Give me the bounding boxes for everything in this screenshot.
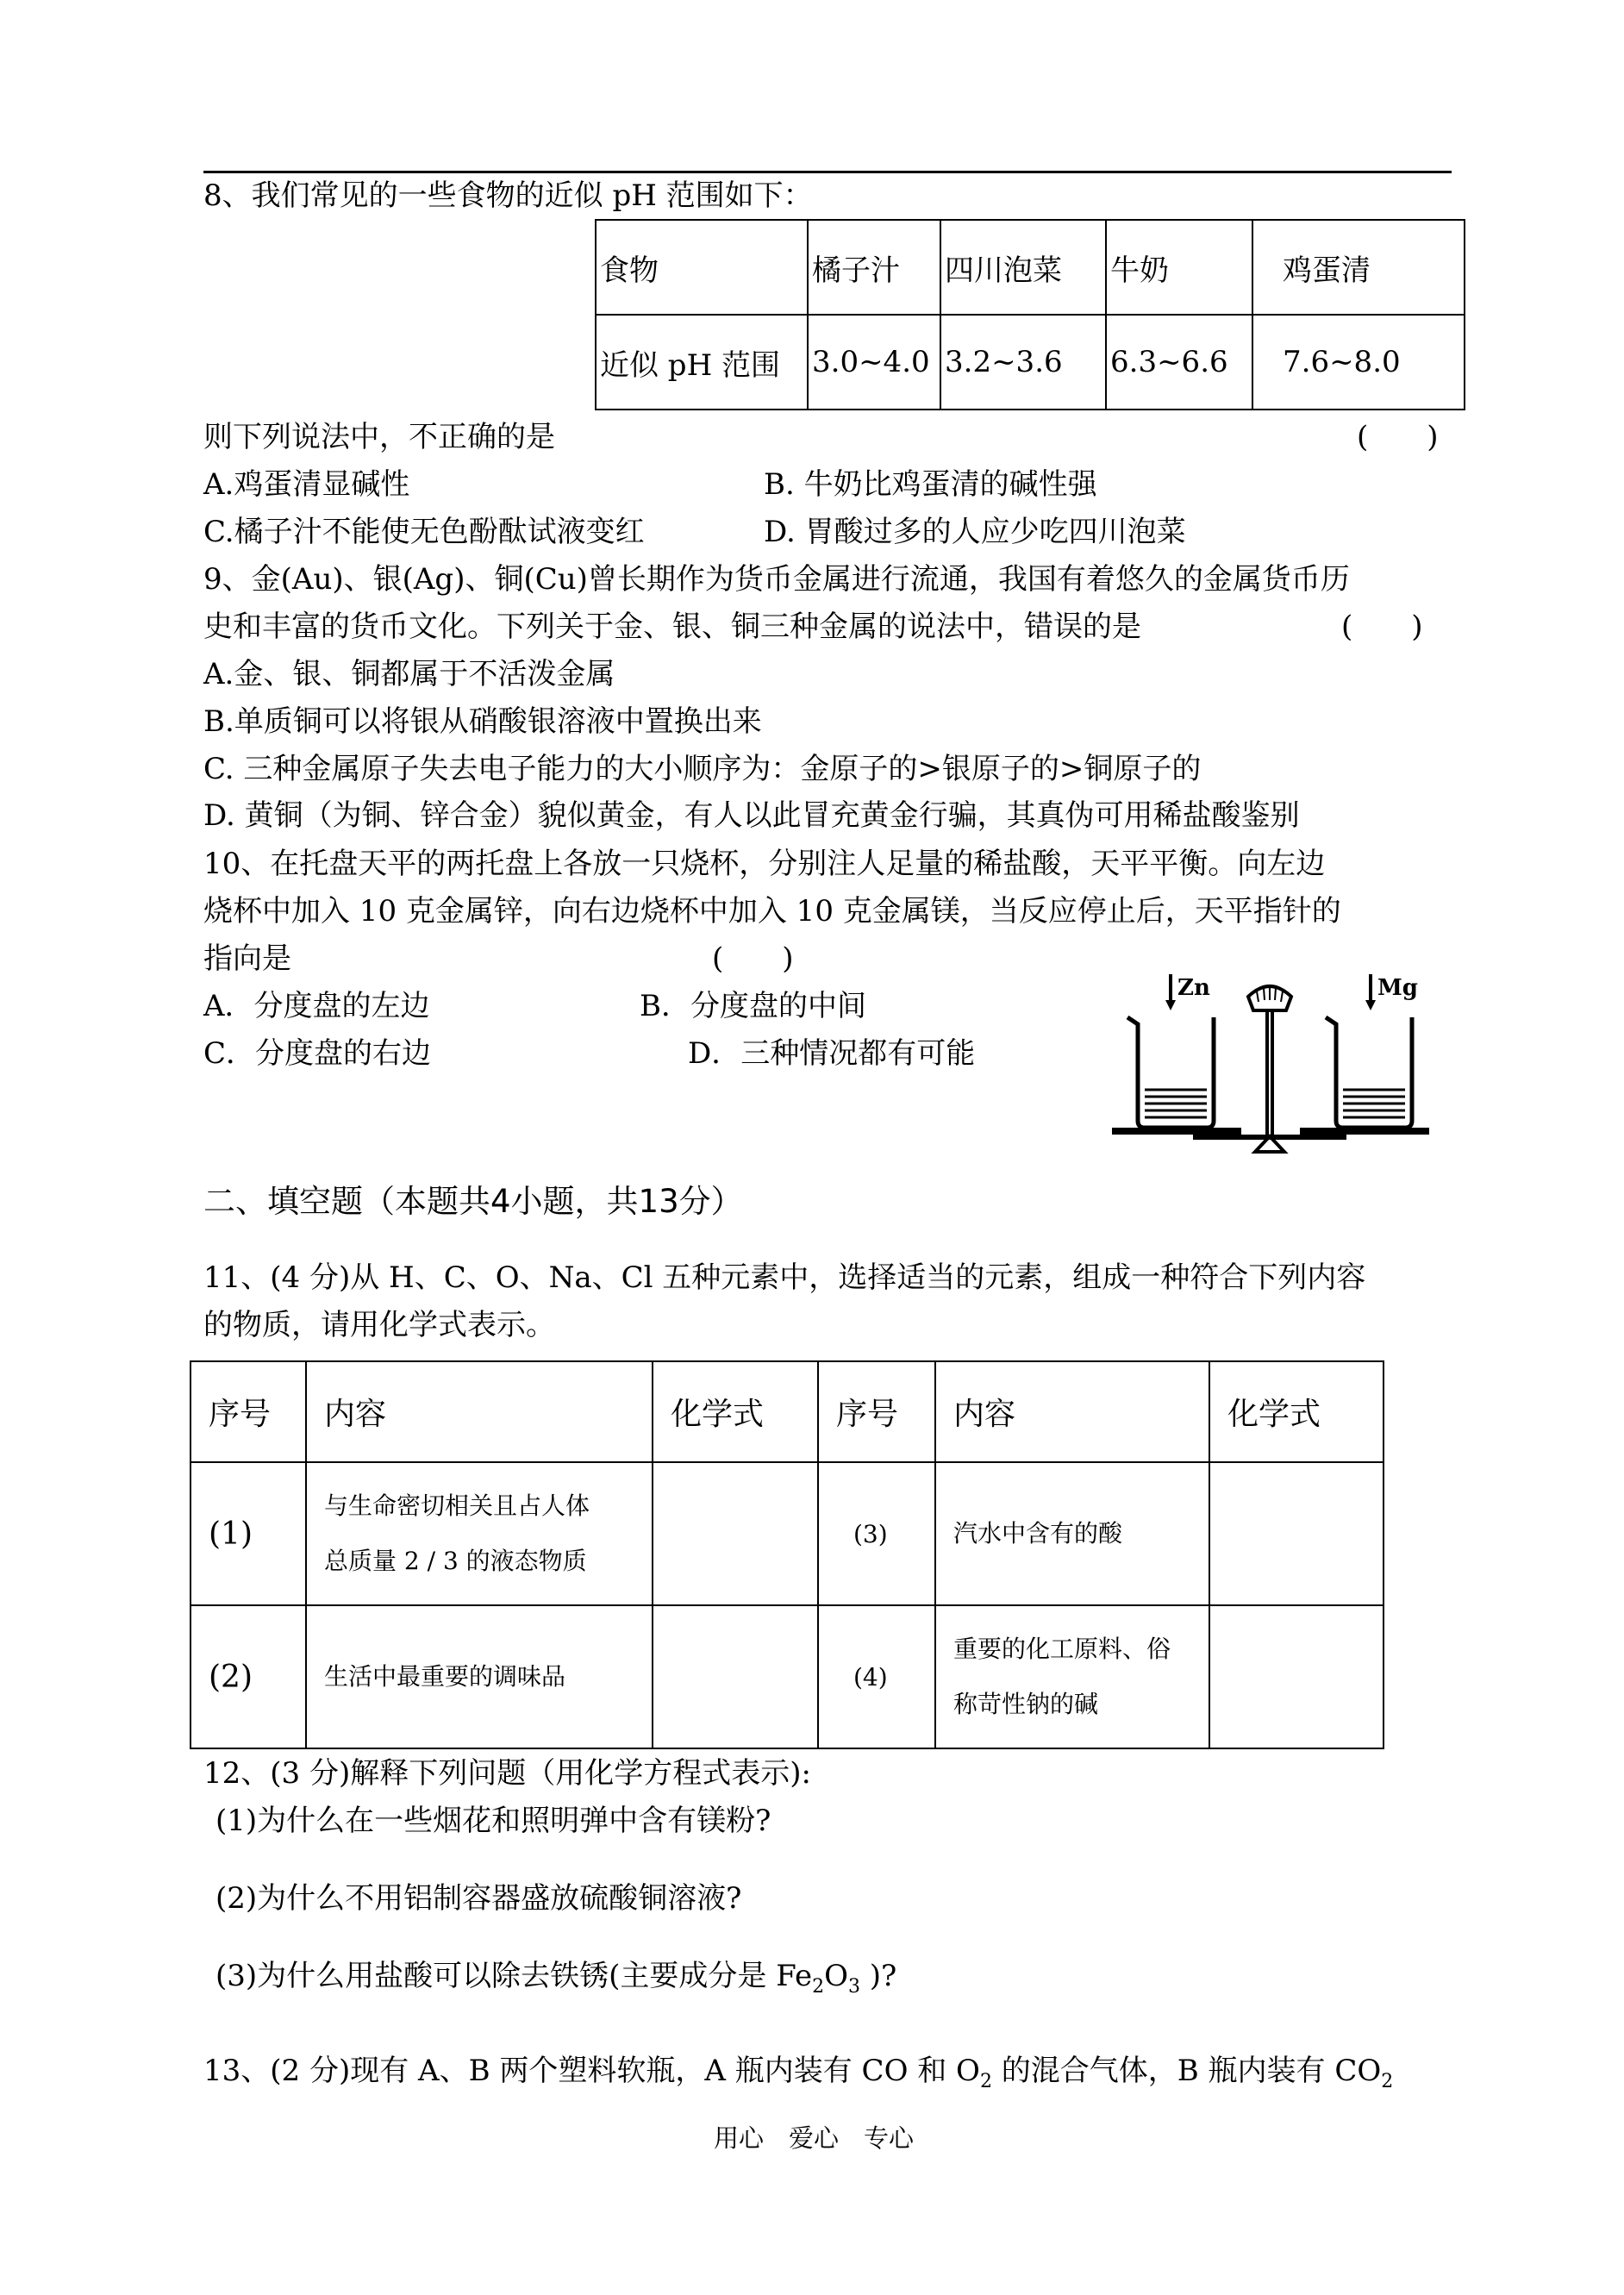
q10-line3: 指向是: [203, 941, 291, 976]
fill-row2-content-2: [935, 1605, 1209, 1748]
fill-table: [190, 1360, 1384, 1749]
q12-sub3-text-2: O: [824, 1959, 848, 1993]
q8-option-d: D. 胃酸过多的人应少吃四川泡菜: [764, 515, 1186, 549]
header-rule: [203, 171, 1452, 173]
q12-sub3-text: (3)为什么用盐酸可以除去铁锈(主要成分是 Fe: [215, 1959, 813, 1993]
q11-line2: 的物质，请用化学式表示。: [203, 1308, 555, 1342]
fill-header-no-2: 序号: [818, 1361, 935, 1462]
fill-row2-formula-answer-2[interactable]: [1209, 1605, 1384, 1748]
q13-text: 13、(2 分)现有 A、B 两个塑料软瓶，A 瓶内装有 CO 和 O: [203, 2054, 980, 2088]
q10-line2: 烧杯中加入 10 克金属锌，向右边烧杯中加入 10 克金属镁，当反应停止后，天平指针的: [203, 894, 1341, 929]
ph-table: [595, 219, 1465, 410]
ph-table-value-row: [596, 315, 1465, 410]
q8-option-a: A.鸡蛋清显碱性: [203, 467, 410, 502]
q12-sub3-subscript-1: 2: [812, 1975, 825, 1998]
fill-row1-no-2: (3): [818, 1462, 935, 1605]
fill-row1-content: [306, 1462, 653, 1605]
fill-header-content-1: 内容: [306, 1361, 653, 1462]
q13-text-2: 的混合气体，B 瓶内装有 CO: [991, 2054, 1382, 2088]
q8-option-c: C.橘子汁不能使无色酚酞试液变红: [203, 515, 645, 549]
mg-arrow-icon: [1365, 974, 1376, 1010]
q13-subscript-1: 2: [979, 2070, 992, 2092]
mg-label: Mg: [1377, 975, 1418, 1001]
q10-line1: 10、在托盘天平的两托盘上各放一只烧杯，分别注人足量的稀盐酸，天平平衡。向左边: [203, 847, 1326, 881]
ph-value-egg: 7.6~8.0: [1252, 315, 1465, 410]
ph-table-header-row: [596, 220, 1465, 315]
fill-row1-formula-answer[interactable]: [653, 1462, 818, 1605]
q13-line1: [203, 2056, 1393, 2092]
q9-line1: 9、金(Au)、银(Ag)、铜(Cu)曾长期作为货币金属进行流通，我国有着悠久的金属货币历: [203, 562, 1350, 597]
q8-question: 则下列说法中，不正确的是: [203, 420, 555, 454]
fill-table-row: [191, 1462, 1384, 1605]
fill-row2-content-2-line1: 重要的化工原料、俗: [953, 1635, 1171, 1663]
q12-sub3-subscript-2: 3: [847, 1975, 860, 1998]
fill-header-no-1: 序号: [191, 1361, 306, 1462]
q10-answer-paren: ( ): [712, 941, 794, 976]
balance-figure: [1103, 967, 1436, 1155]
q10-option-d: D．三种情况都有可能: [688, 1036, 976, 1071]
section2-title: 二、填空题（本题共4小题，共13分）: [203, 1183, 743, 1220]
q12-stem: 12、(3 分)解释下列问题（用化学方程式表示):: [203, 1756, 811, 1791]
q8-stem: 8、我们常见的一些食物的近似 pH 范围如下：: [203, 178, 813, 213]
q9-line2: 史和丰富的货币文化。下列关于金、银、铜三种金属的说法中，错误的是: [203, 610, 1141, 644]
ph-header-food: 食物: [596, 220, 808, 315]
q9-answer-paren: ( ): [1341, 610, 1423, 644]
fill-row2-content: 生活中最重要的调味品: [306, 1605, 653, 1748]
q9-option-c: C. 三种金属原子失去电子能力的大小顺序为：金原子的>银原子的>铜原子的: [203, 752, 1202, 786]
q9-option-d: D. 黄铜（为铜、锌合金）貌似黄金，有人以此冒充黄金行骗，其真伪可用稀盐酸鉴别: [203, 798, 1300, 833]
q13-subscript-2: 2: [1381, 2070, 1394, 2092]
fill-row1-content-line2: 总质量 2 / 3 的液态物质: [324, 1547, 587, 1575]
fill-row2-content-2-line2: 称苛性钠的碱: [953, 1690, 1099, 1718]
q8-answer-paren: ( ): [1357, 420, 1439, 454]
q9-option-b: B.单质铜可以将银从硝酸银溶液中置换出来: [203, 704, 762, 739]
fill-row1-content-line1: 与生命密切相关且占人体: [324, 1491, 590, 1520]
ph-value-milk: 6.3~6.6: [1106, 315, 1252, 410]
fill-table-header-row: [191, 1361, 1384, 1462]
ph-header-egg: 鸡蛋清: [1252, 220, 1465, 315]
right-beaker: [1326, 1017, 1412, 1128]
q10-option-a: A．分度盘的左边: [203, 989, 430, 1023]
q10-option-b: B．分度盘的中间: [640, 989, 866, 1023]
fill-row2-formula-answer[interactable]: [653, 1605, 818, 1748]
fill-table-row: [191, 1605, 1384, 1748]
fill-header-content-2: 内容: [935, 1361, 1209, 1462]
q12-sub3-text-3: )?: [859, 1959, 897, 1993]
fill-row1-content-2: 汽水中含有的酸: [935, 1462, 1209, 1605]
fill-header-formula-2: 化学式: [1209, 1361, 1384, 1462]
q12-sub2: (2)为什么不用铝制容器盛放硫酸铜溶液?: [215, 1881, 742, 1916]
q8-option-b: B. 牛奶比鸡蛋清的碱性强: [764, 467, 1097, 502]
q12-sub3: [215, 1961, 896, 1997]
ph-header-orange: 橘子汁: [808, 220, 940, 315]
q11-line1: 11、(4 分)从 H、C、O、Na、Cl 五种元素中，选择适当的元素，组成一种符合下列内容: [203, 1260, 1366, 1295]
fill-row1-formula-answer-2[interactable]: [1209, 1462, 1384, 1605]
zn-arrow-icon: [1165, 974, 1176, 1010]
left-beaker: [1127, 1017, 1214, 1128]
fill-row1-no: (1): [191, 1462, 306, 1605]
ph-header-milk: 牛奶: [1106, 220, 1252, 315]
q12-sub1: (1)为什么在一些烟花和照明弹中含有镁粉?: [215, 1804, 771, 1838]
ph-row-label: 近似 pH 范围: [596, 315, 808, 410]
page-footer: 用心 爱心 专心: [714, 2123, 915, 2153]
ph-value-orange: 3.0~4.0: [808, 315, 940, 410]
fill-header-formula-1: 化学式: [653, 1361, 818, 1462]
ph-value-pickle: 3.2~3.6: [940, 315, 1106, 410]
q10-option-c: C．分度盘的右边: [203, 1036, 432, 1071]
fill-row2-no: (2): [191, 1605, 306, 1748]
zn-label: Zn: [1177, 975, 1210, 1001]
fill-row2-no-2: (4): [818, 1605, 935, 1748]
q9-option-a: A.金、银、铜都属于不活泼金属: [203, 657, 615, 691]
ph-header-pickle: 四川泡菜: [940, 220, 1106, 315]
